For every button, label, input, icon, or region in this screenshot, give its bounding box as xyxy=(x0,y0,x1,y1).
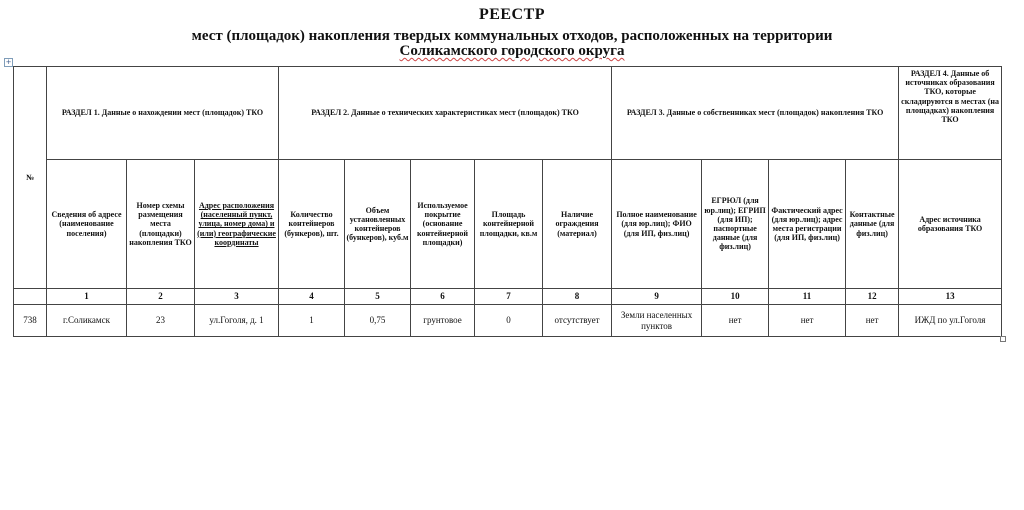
registry-table xyxy=(13,66,1002,337)
number-header: № xyxy=(14,67,47,289)
table-cell: 1 xyxy=(279,305,345,337)
column-number: 6 xyxy=(411,289,475,305)
column-number: 8 xyxy=(543,289,612,305)
table-cell: 0,75 xyxy=(345,305,411,337)
section-header-row xyxy=(14,67,1002,160)
table-move-handle-icon[interactable]: + xyxy=(5,58,12,66)
table-cell: нет xyxy=(846,305,899,337)
table-cell: нет xyxy=(769,305,846,337)
table-cell: Земли населенных пунктов xyxy=(612,305,702,337)
table-cell: 0 xyxy=(475,305,543,337)
column-header: Адрес источника образования ТКО xyxy=(899,160,1002,289)
column-number-row xyxy=(14,289,1002,305)
column-number: 1 xyxy=(47,289,127,305)
table-cell: 23 xyxy=(127,305,195,337)
column-number: 12 xyxy=(846,289,899,305)
column-header: Фактический адрес (для юр.лиц); адрес места регистрации (для ИП, физ.лиц) xyxy=(769,160,846,289)
table-row xyxy=(14,305,1002,337)
column-header: Сведения об адресе (наименование поселения) xyxy=(47,160,127,289)
column-number xyxy=(14,289,47,305)
column-header: Используемое покрытие (основание контейнерной площадки) xyxy=(411,160,475,289)
document-subtitle-region xyxy=(0,43,1024,60)
column-header: Контактные данные (для физ.лиц) xyxy=(846,160,899,289)
table-cell: отсутствует xyxy=(543,305,612,337)
column-header-row xyxy=(14,160,1002,289)
document-subtitle: мест (площадок) накопления твердых коммунальных отходов, расположенных на территории xyxy=(191,28,833,44)
column-number: 3 xyxy=(195,289,279,305)
column-number: 13 xyxy=(899,289,1002,305)
document-title: РЕЕСТР xyxy=(478,6,546,23)
column-header: Площадь контейнерной площадки, кв.м xyxy=(475,160,543,289)
column-header: Номер схемы размещения места (площадки) накопления ТКО xyxy=(127,160,195,289)
column-header: Объем установленных контейнеров (бункеров), куб.м xyxy=(345,160,411,289)
column-header: Полное наименование (для юр.лиц); ФИО (для ИП, физ.лиц) xyxy=(612,160,702,289)
table-cell: ул.Гоголя, д. 1 xyxy=(195,305,279,337)
table-cell: ИЖД по ул.Гоголя xyxy=(899,305,1002,337)
table-resize-handle[interactable] xyxy=(1000,336,1006,342)
table-cell: грунтовое xyxy=(411,305,475,337)
column-number: 2 xyxy=(127,289,195,305)
table-cell: нет xyxy=(702,305,769,337)
column-header: Наличие ограждения (материал) xyxy=(543,160,612,289)
column-number: 5 xyxy=(345,289,411,305)
column-number: 7 xyxy=(475,289,543,305)
section-1-header: РАЗДЕЛ 1. Данные о нахождении мест (площадок) ТКО xyxy=(47,67,279,160)
section-4-header: РАЗДЕЛ 4. Данные об источниках образования ТКО, которые складируются в местах (на площадках) накопления ТКО xyxy=(899,67,1002,160)
column-number: 11 xyxy=(769,289,846,305)
column-header: Адрес расположения (населенный пункт, улица, номер дома) и (или) географические координаты xyxy=(195,160,279,289)
column-number: 9 xyxy=(612,289,702,305)
section-2-header: РАЗДЕЛ 2. Данные о технических характеристиках мест (площадок) ТКО xyxy=(279,67,612,160)
row-number: 738 xyxy=(14,305,47,337)
column-number: 10 xyxy=(702,289,769,305)
column-number: 4 xyxy=(279,289,345,305)
section-3-header: РАЗДЕЛ 3. Данные о собственниках мест (площадок) накопления ТКО xyxy=(612,67,899,160)
column-header: Количество контейнеров (бункеров), шт. xyxy=(279,160,345,289)
region-name: Соликамского городского округа xyxy=(399,43,625,59)
column-header: ЕГРЮЛ (для юр.лиц); ЕГРИП (для ИП); паспортные данные (для физ.лиц) xyxy=(702,160,769,289)
table-cell: г.Соликамск xyxy=(47,305,127,337)
